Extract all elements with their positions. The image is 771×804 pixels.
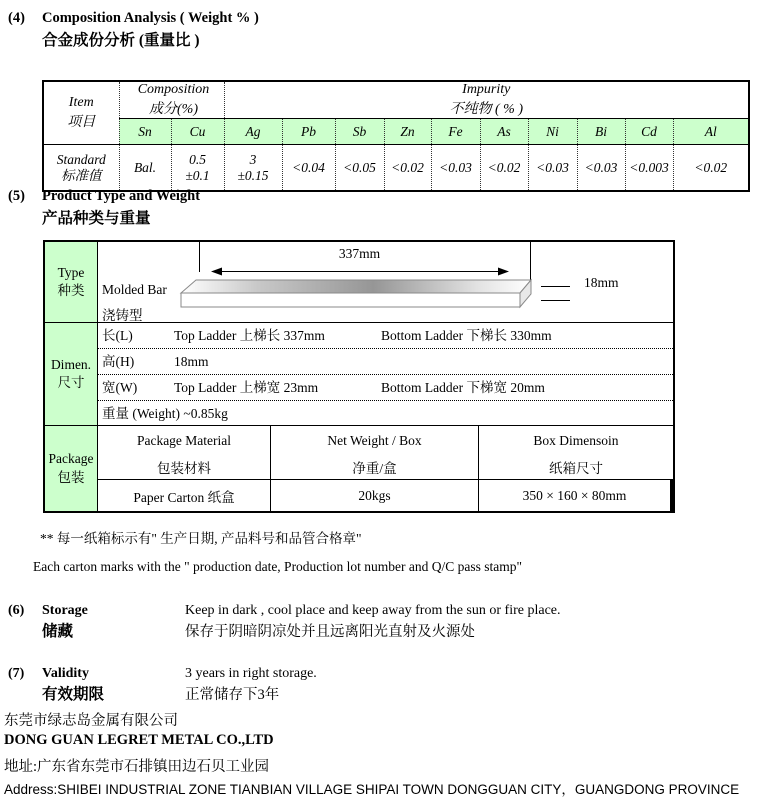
element-header-ni: Ni: [528, 119, 577, 145]
section6-text: [185, 601, 561, 643]
element-header-zn: Zn: [384, 119, 431, 145]
element-header-fe: Fe: [431, 119, 480, 145]
item-header-en: Item: [68, 95, 94, 110]
composition-header-cell: [119, 81, 224, 119]
length-spec-label: 长(L): [102, 328, 133, 343]
package-material-value: Paper Carton 纸盒: [98, 480, 271, 511]
width-spec-label: 宽(W): [102, 380, 138, 395]
package-row-content: [98, 426, 673, 511]
value-al: <0.02: [673, 145, 749, 192]
length-arrowhead-left-icon: [211, 268, 222, 276]
length-arrowhead-right-icon: [498, 268, 509, 276]
storage-label-en: Storage: [42, 603, 88, 618]
section6-number: (6): [8, 603, 25, 618]
section5-number: (5): [8, 188, 25, 204]
height-spec-label: 高(H): [102, 354, 135, 369]
box-dimension-header: Box Dimensoin 纸箱尺寸: [533, 433, 619, 476]
element-header-ag: Ag: [224, 119, 282, 145]
standard-label-zh: 标准值: [61, 167, 102, 183]
item-header-zh: 项目: [67, 115, 96, 130]
type-label-zh: 种类: [57, 283, 85, 298]
section7-number: (7): [8, 666, 25, 681]
company-name-zh: 东莞市绿志岛金属有限公司: [4, 713, 178, 729]
section4-title-en: Composition Analysis ( Weight % ): [42, 10, 259, 26]
package-label-zh: 包装: [57, 469, 85, 485]
width-bottom-ladder: Bottom Ladder 下梯宽 20mm: [381, 380, 545, 395]
package-row: [45, 426, 673, 511]
value-ni: <0.03: [528, 145, 577, 192]
carton-note-en: Each carton marks with the " production date, Production lot number and Q/C pass stamp": [33, 559, 523, 574]
length-dimension-label: 337mm: [338, 246, 381, 261]
weight-spec-label: 重量 (Weight) ~0.85kg: [102, 406, 228, 421]
dimension-row: [45, 323, 673, 426]
package-label-en: Package: [48, 451, 94, 467]
section5-heading: [8, 186, 200, 230]
section7-label: [42, 664, 104, 706]
width-top-ladder: Top Ladder 上梯宽 23mm: [174, 380, 319, 395]
net-weight-value: 20kgs: [271, 480, 479, 511]
package-row-label: [45, 426, 98, 511]
package-material-header: Package Material 包装材料: [98, 426, 271, 479]
type-row: [45, 242, 673, 323]
item-header-cell: [43, 81, 119, 145]
value-zn: <0.02: [384, 145, 431, 192]
length-spec-row: [98, 323, 673, 349]
validity-text-zh: 正常储存下3年: [185, 687, 280, 703]
element-header-row: [43, 119, 749, 145]
value-as: <0.02: [480, 145, 528, 192]
value-cd: <0.003: [625, 145, 673, 192]
section5-title: [42, 186, 200, 230]
product-table: [43, 240, 675, 513]
weight-spec-row: [98, 401, 673, 426]
section4-heading: [8, 8, 259, 52]
element-header-sn: Sn: [119, 119, 171, 145]
height-dimension-label: 18mm: [584, 275, 619, 290]
composition-table: [42, 80, 750, 192]
value-ag: 3 ±0.15: [224, 145, 282, 192]
company-address-en: Address:SHIBEI INDUSTRIAL ZONE TIANBIAN VILLAGE SHIPAI TOWN DONGGUAN CITY，GUANGDONG PROVINCE: [4, 782, 740, 797]
net-weight-header: Net Weight / Box 净重/盒: [271, 426, 479, 479]
bar-front-face: [181, 293, 520, 307]
package-value-row: [98, 480, 673, 511]
element-header-as: As: [480, 119, 528, 145]
standard-label-en: Standard: [56, 151, 106, 167]
company-address-zh: 地址:广东省东莞市石排镇田边石贝工业园: [4, 759, 270, 775]
impurity-header-zh: 不纯物 ( % ): [449, 102, 524, 117]
section4-title: [42, 8, 259, 52]
element-header-cd: Cd: [625, 119, 673, 145]
storage-text-en: Keep in dark , cool place and keep away from the sun or fire place.: [185, 603, 561, 618]
type-row-content: [98, 242, 673, 322]
validity-label-en: Validity: [42, 666, 89, 681]
package-header-row: [98, 426, 673, 480]
value-pb: <0.04: [282, 145, 335, 192]
element-header-bi: Bi: [577, 119, 625, 145]
value-sb: <0.05: [335, 145, 384, 192]
composition-header-en: Composition: [137, 82, 210, 97]
element-header-sb: Sb: [335, 119, 384, 145]
bar-top-face: [181, 280, 531, 293]
length-bottom-ladder: Bottom Ladder 下梯长 330mm: [381, 328, 552, 343]
section5-title-en: Product Type and Weight: [42, 188, 201, 204]
validity-text-en: 3 years in right storage.: [185, 666, 317, 681]
composition-header-zh: 成分(%): [149, 102, 198, 117]
value-sn: Bal.: [119, 145, 171, 192]
element-header-pb: Pb: [282, 119, 335, 145]
validity-label-zh: 有效期限: [42, 686, 105, 703]
section4-title-zh: 合金成份分析 (重量比 ): [42, 32, 200, 49]
carton-note-zh: ** 每一纸箱标示有" 生产日期, 产品料号和品管合格章": [40, 531, 362, 546]
storage-label-zh: 储藏: [42, 623, 74, 640]
section4-number: (4): [8, 10, 25, 26]
company-name-en: DONG GUAN LEGRET METAL CO.,LTD: [4, 732, 274, 748]
box-dimension-value: 350 × 160 × 80mm: [479, 480, 673, 511]
length-top-ladder: Top Ladder 上梯长 337mm: [174, 328, 325, 343]
height-spec-value: 18mm: [174, 354, 209, 369]
impurity-header-en: Impurity: [462, 82, 511, 97]
dimension-row-label: [45, 323, 98, 425]
storage-text-zh: 保存于阴暗阴凉处并且远离阳光直射及火源处: [185, 624, 475, 640]
element-header-cu: Cu: [171, 119, 224, 145]
standard-value-row: [43, 145, 749, 192]
section7-text: [185, 664, 317, 706]
dimension-row-content: [98, 323, 673, 425]
type-row-label: [45, 242, 98, 322]
value-bi: <0.03: [577, 145, 625, 192]
value-fe: <0.03: [431, 145, 480, 192]
impurity-header-cell: [224, 81, 749, 119]
type-label-en: Type: [57, 264, 85, 280]
height-spec-row: [98, 349, 673, 375]
section5-title-zh: 产品种类与重量: [42, 210, 151, 227]
section6-label: [42, 601, 88, 643]
dimen-label-en: Dimen.: [50, 356, 92, 372]
element-header-al: Al: [673, 119, 749, 145]
type-value-zh: 浇铸型: [102, 308, 143, 323]
dimen-label-zh: 尺寸: [57, 375, 85, 390]
width-spec-row: [98, 375, 673, 401]
value-cu: 0.5 ±0.1: [171, 145, 224, 192]
standard-row-label: [43, 145, 119, 192]
type-value-en: Molded Bar: [102, 282, 167, 297]
